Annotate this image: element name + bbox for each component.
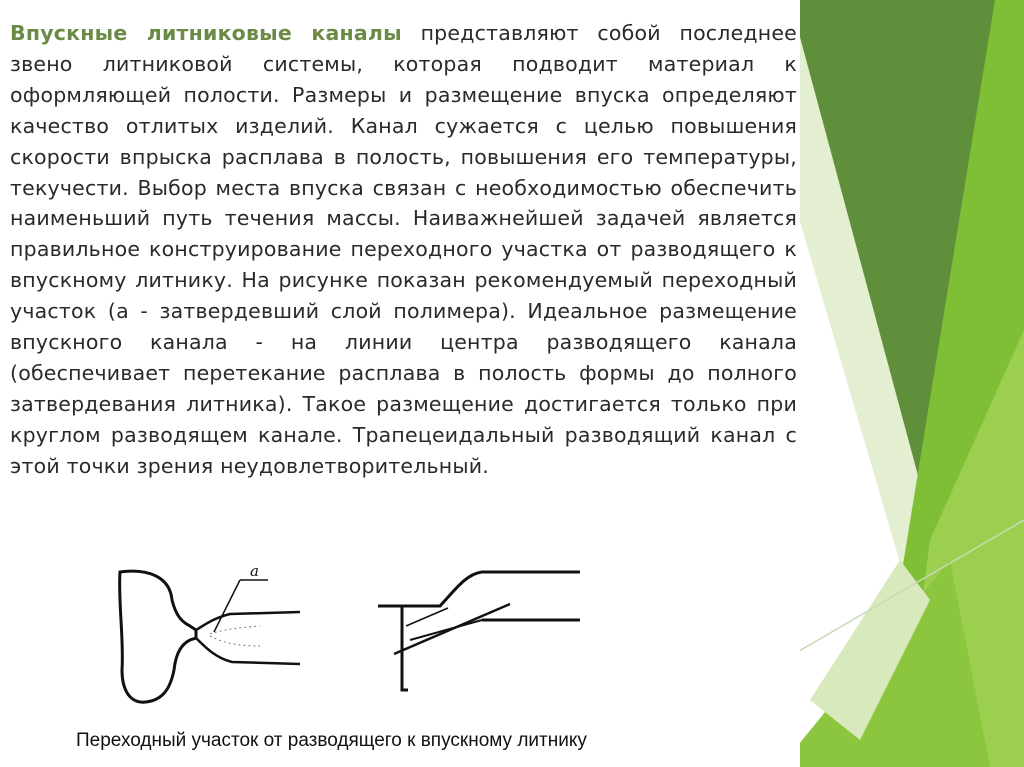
body-text: представляют собой последнее звено литниковой системы, которая подводит материал к оформляющей полости. Размеры и размещение впуска определяют качество отлитых изделий. Канал сужается с целью повышения скорости впрыска расплава в полость, повышения его температуры, текучести. Выбор места впуска связан с необходимостью обеспечить наименьший путь течения массы. Наиважнейшей задачей является правильное конструирование переходного участка от разводящего к впускному литнику. На рисунке показан рекомендуемый переходный участок (а - затвердевший слой полимера). Идеальное размещение впускного канала - на линии центра разводящего канала (обеспечивает перетекание расплава в полость формы до полного затвердевания литника). Такое размещение достигается только при круглом разводящем канале. Трапецеидальный разводящий канал с этой точки зрения неудовлетворительный. <box>10 21 797 478</box>
lead-term: Впускные литниковые каналы <box>10 21 402 45</box>
transition-section-figure <box>110 560 590 710</box>
body-paragraph <box>10 18 797 482</box>
left-channel-outline <box>120 571 196 702</box>
label-a-leader <box>214 580 240 632</box>
right-channel-upper <box>378 572 580 606</box>
figure-caption: Переходный участок от разводящего к впускному литнику <box>76 730 587 751</box>
solidified-layer <box>210 626 260 646</box>
left-runner-lower <box>196 638 300 664</box>
right-diagonal-3 <box>406 608 448 626</box>
right-diagonal-2 <box>410 620 482 640</box>
label-a: а <box>250 562 259 580</box>
left-runner-upper <box>196 612 300 630</box>
